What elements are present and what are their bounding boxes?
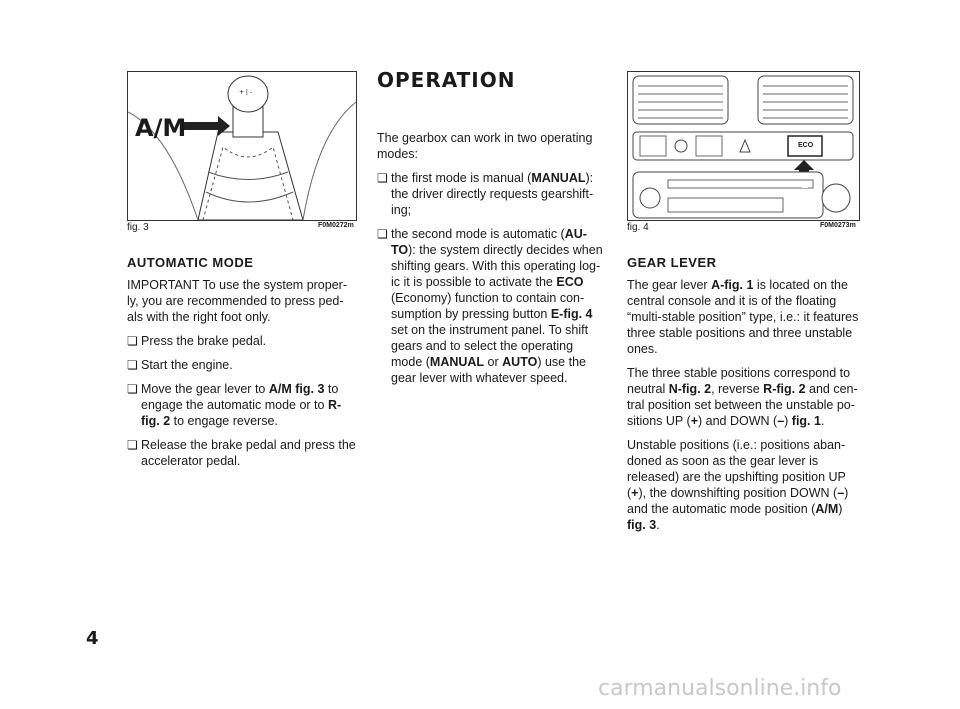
figure-4-instrument-panel xyxy=(627,71,860,221)
list-item xyxy=(127,437,357,469)
text-run: and cen-tral position set between the unstable po-sitions UP ( xyxy=(627,382,858,428)
svg-text:+ | -: + | - xyxy=(239,89,253,96)
text-run: the second mode is automatic ( xyxy=(391,227,565,241)
text-run-bold: A-fig. 1 xyxy=(711,278,754,292)
text-run: ), the downshifting position DOWN ( xyxy=(638,486,838,500)
bullet-box-icon: ❏ xyxy=(127,438,138,452)
automatic-mode-heading: AUTOMATIC MODE xyxy=(127,255,254,270)
eco-button-label: ECO xyxy=(798,142,814,149)
list-item xyxy=(127,381,357,429)
text-run-bold: R-fig. 2 xyxy=(141,398,342,428)
text-run: Unstable positions (i.e.: positions aban-doned as soon as the gear lever is released) are the upshifting position UP ( xyxy=(627,438,846,500)
watermark: carmanualsonline.info xyxy=(598,676,842,701)
text-run-bold: N-fig. 2 xyxy=(668,382,712,396)
e-marker-label: E xyxy=(801,179,809,191)
right-column xyxy=(627,255,859,541)
text-run: the first mode is manual ( xyxy=(391,171,532,185)
text-run: , reverse xyxy=(711,382,764,396)
fig4-caption: fig. 4 xyxy=(627,222,649,233)
bullet-box-icon: ❏ xyxy=(377,227,388,241)
text-run: ) and the automatic mode position ( xyxy=(627,486,849,516)
operation-title: OPERATION xyxy=(377,68,516,92)
list-item-text xyxy=(391,227,603,385)
text-run-bold: E-fig. 4 xyxy=(550,307,593,321)
text-run-bold: fig. 3 xyxy=(627,518,657,532)
text-run-bold: – xyxy=(837,486,845,500)
list-item-text: Start the engine. xyxy=(141,358,233,372)
fig3-code: F0M0272m xyxy=(318,222,354,229)
gear-lever-paragraph-1 xyxy=(627,277,859,357)
text-run-bold: fig. 1 xyxy=(791,414,821,428)
gear-lever-heading: GEAR LEVER xyxy=(627,255,717,270)
text-run: is located on the central console and it is of the floating “multi-stable position” type, i.e.: it features three stable positions and three unstable ones. xyxy=(627,278,859,356)
text-run-bold: MANUAL xyxy=(531,171,586,185)
text-run: set on the instrument panel. To shift gears and to select the operating mode ( xyxy=(391,323,589,369)
text-run-bold: R-fig. 2 xyxy=(763,382,806,396)
operation-intro: The gearbox can work in two operating modes: xyxy=(377,131,593,161)
list-item xyxy=(127,333,357,349)
bullet-box-icon: ❏ xyxy=(127,382,138,396)
list-item xyxy=(377,226,607,386)
list-item xyxy=(127,357,357,373)
gear-lever-illustration xyxy=(128,72,356,220)
text-run: ) xyxy=(784,414,792,428)
text-run-bold: A/M fig. 3 xyxy=(268,382,325,396)
fig3-caption: fig. 3 xyxy=(127,222,149,233)
list-item-text xyxy=(391,171,593,217)
text-run: . xyxy=(820,414,825,428)
text-run-bold: AUTO xyxy=(502,355,538,369)
text-run: ): the driver directly requests gearshift-ing; xyxy=(391,171,594,217)
important-note: IMPORTANT To use the system proper-ly, you are recommended to press ped-als with the right foot only. xyxy=(127,278,347,324)
text-run: (Economy) function to contain con-sumption by pressing button xyxy=(391,291,585,321)
figure-3-gear-lever xyxy=(127,71,357,221)
text-run: to engage reverse. xyxy=(170,414,278,428)
bullet-box-icon: ❏ xyxy=(127,334,138,348)
text-run-bold: + xyxy=(690,414,698,428)
list-item-text xyxy=(141,382,341,428)
text-run: Move the gear lever to xyxy=(141,382,269,396)
text-run-bold: MANUAL xyxy=(429,355,485,369)
gear-lever-paragraph-3 xyxy=(627,437,859,533)
text-run: ) and DOWN ( xyxy=(698,414,778,428)
text-run-bold: AU-TO xyxy=(391,227,587,257)
text-run: . xyxy=(656,518,660,532)
page-number: 4 xyxy=(86,628,99,649)
text-run: The gear lever xyxy=(627,278,712,292)
gear-lever-paragraph-2 xyxy=(627,365,859,429)
text-run-bold: ECO xyxy=(556,275,584,289)
bullet-box-icon: ❏ xyxy=(127,358,138,372)
middle-column xyxy=(377,130,607,394)
text-run: ) use the gear lever with whatever speed. xyxy=(391,355,586,385)
fig4-code: F0M0273m xyxy=(820,222,856,229)
text-run: The three stable positions correspond to neutral xyxy=(627,366,851,396)
text-run-bold: – xyxy=(777,414,785,428)
text-run-bold: + xyxy=(631,486,639,500)
instrument-panel-illustration xyxy=(628,72,859,220)
am-label: A/M xyxy=(135,114,187,142)
text-run-bold: A/M xyxy=(815,502,839,516)
list-item xyxy=(377,170,607,218)
text-run: ): the system directly decides when shifting gears. With this operating log-ic it is possible to activate the xyxy=(391,243,603,289)
bullet-box-icon: ❏ xyxy=(377,171,388,185)
list-item-text: Press the brake pedal. xyxy=(141,334,267,348)
text-run: ) xyxy=(838,502,843,516)
left-column xyxy=(127,255,357,477)
text-run: or xyxy=(484,355,503,369)
text-run: to engage the automatic mode or to xyxy=(141,382,339,412)
list-item-text: Release the brake pedal and press the accelerator pedal. xyxy=(141,438,356,468)
